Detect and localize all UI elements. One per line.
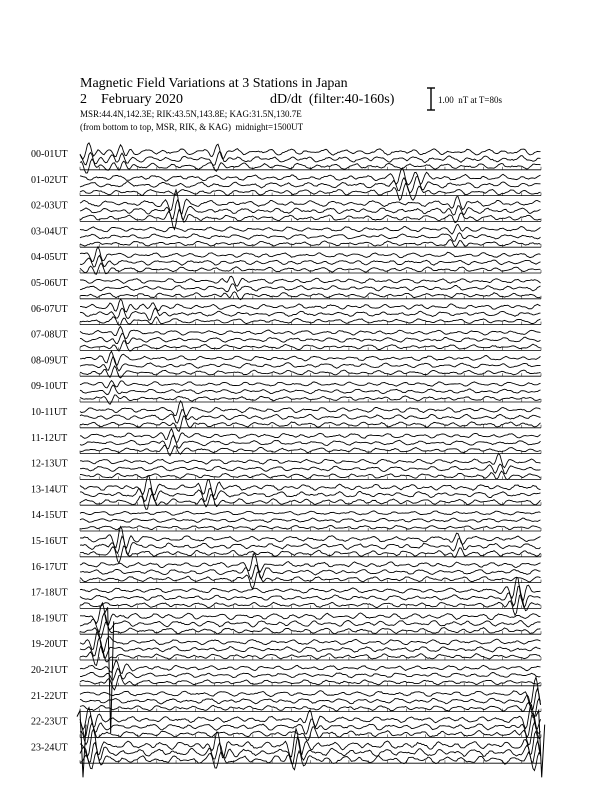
row-label: 04-05UT [31, 252, 68, 264]
hour-row [31, 660, 541, 690]
row-label: 14-15UT [31, 510, 68, 522]
hour-row [31, 705, 541, 745]
scale-bar [427, 88, 435, 110]
station-trace-rik [80, 410, 541, 424]
row-ticks [80, 218, 541, 221]
row-label: 15-16UT [31, 536, 68, 547]
station-trace-rik [80, 233, 541, 242]
spike-layer [77, 607, 545, 777]
station-trace-rik [80, 385, 541, 395]
station-trace-msr [80, 183, 541, 200]
hour-row [31, 401, 541, 432]
station-trace-rik [80, 488, 541, 501]
rows-layer [31, 143, 541, 771]
row-ticks [80, 683, 541, 686]
hour-row [31, 351, 541, 378]
station-order-note: (from bottom to top, MSR, RIK, & KAG) midnight=1500UT [80, 122, 304, 132]
station-trace-kag [80, 660, 541, 674]
station-trace-rik [80, 464, 541, 474]
station-trace-rik [80, 308, 541, 320]
row-label: 20-21UT [31, 665, 68, 676]
hour-row [31, 527, 541, 563]
row-label: 08-09UT [31, 355, 68, 367]
station-trace-rik [80, 565, 541, 579]
chart-title: Magnetic Field Variations at 3 Stations in Japan [80, 76, 348, 91]
hour-row [31, 429, 541, 456]
station-trace-kag [80, 326, 541, 338]
hour-row [31, 224, 541, 247]
row-ticks [80, 193, 541, 196]
hour-row [31, 143, 541, 173]
row-label: 05-06UT [31, 278, 68, 289]
hour-row [31, 247, 541, 274]
station-trace-rik [80, 284, 541, 292]
row-ticks [80, 347, 541, 350]
station-trace-rik [80, 737, 541, 764]
row-label: 03-04UT [31, 226, 68, 238]
station-trace-rik [80, 637, 541, 658]
station-trace-kag [80, 224, 541, 234]
row-label: 19-20UT [31, 639, 68, 651]
row-label: 01-02UT [31, 174, 68, 186]
hour-row [31, 299, 541, 325]
hour-row [31, 276, 541, 299]
station-trace-msr [80, 395, 541, 404]
row-label: 06-07UT [31, 303, 68, 315]
station-trace-kag [80, 168, 541, 185]
hour-row [31, 381, 541, 405]
row-label: 17-18UT [31, 587, 68, 599]
row-label: 21-22UT [31, 690, 68, 702]
row-label: 10-11UT [31, 407, 68, 418]
row-label: 18-19UT [31, 613, 68, 625]
spike-excursion [77, 711, 86, 778]
row-label: 16-17UT [31, 561, 68, 573]
station-trace-kag [80, 677, 541, 705]
row-label: 11-12UT [31, 432, 68, 444]
scale-label: 1.00 nT at T=80s [438, 95, 502, 105]
row-ticks [80, 451, 541, 454]
hour-row [31, 510, 541, 531]
station-trace-msr [80, 445, 541, 455]
chart-date: 2 February 2020 [80, 92, 184, 107]
row-ticks [80, 425, 541, 428]
row-label: 07-08UT [31, 329, 68, 341]
station-trace-kag [80, 453, 541, 468]
hour-row [31, 630, 541, 665]
hour-row [31, 476, 541, 510]
station-trace-msr [80, 675, 541, 690]
hour-row [31, 677, 541, 717]
station-trace-kag [80, 381, 541, 388]
row-label: 02-03UT [31, 200, 68, 212]
station-trace-kag [80, 299, 541, 312]
row-label: 09-10UT [31, 381, 68, 393]
station-trace-kag [80, 511, 541, 515]
row-label: 13-14UT [31, 484, 68, 496]
hour-row [31, 553, 541, 589]
station-trace-rik [80, 333, 541, 343]
station-trace-rik [80, 518, 541, 522]
row-label: 23-24UT [31, 742, 68, 754]
row-label: 22-23UT [31, 716, 68, 728]
row-label: 00-01UT [31, 149, 68, 160]
hour-row [31, 326, 541, 351]
station-trace-msr [80, 546, 541, 563]
station-trace-rik [80, 668, 541, 680]
station-trace-rik [80, 255, 541, 267]
station-trace-rik [80, 688, 541, 710]
chart-component: dD/dt (filter:40-160s) [270, 92, 395, 107]
row-label: 12-13UT [31, 458, 68, 470]
station-trace-kag [80, 429, 541, 442]
hour-row [31, 168, 541, 200]
row-ticks [80, 373, 541, 376]
station-trace-kag [80, 276, 541, 286]
station-trace-kag [80, 247, 541, 262]
station-coordinates: MSR:44.4N,142.3E; RIK:43.5N,143.8E; KAG:31.5N,130.7E [80, 109, 302, 119]
station-trace-rik [80, 152, 541, 166]
station-trace-msr [80, 159, 541, 173]
hour-row [31, 453, 541, 479]
